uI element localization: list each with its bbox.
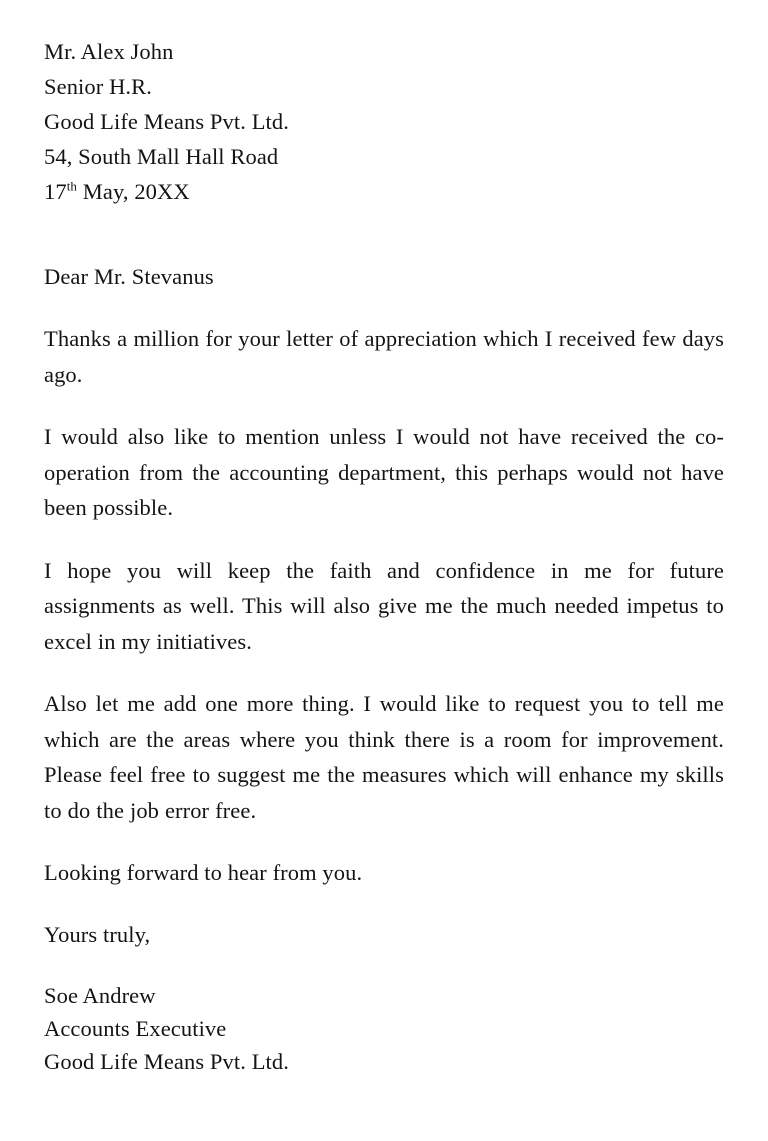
body-paragraph-3: I hope you will keep the faith and confidence in me for future assignments as well. This will also give me the much needed impetus to excel in my initiatives. xyxy=(44,557,724,654)
sender-designation: Accounts Executive xyxy=(44,1016,227,1041)
sender-name: Soe Andrew xyxy=(44,983,156,1008)
recipient-company: Good Life Means Pvt. Ltd. xyxy=(44,109,289,134)
letter-body xyxy=(44,34,724,1078)
valediction: Yours truly, xyxy=(44,922,151,947)
recipient-address-block xyxy=(44,34,724,209)
recipient-street-address: 54, South Mall Hall Road xyxy=(44,144,279,169)
body-paragraph-1: Thanks a million for your letter of appreciation which I received few days ago. xyxy=(44,326,724,387)
closing-request: Looking forward to hear from you. xyxy=(44,860,363,885)
date-ordinal-suffix: th xyxy=(66,178,78,194)
sender-company: Good Life Means Pvt. Ltd. xyxy=(44,1049,289,1074)
date-month-year: May, 20XX xyxy=(82,179,190,204)
recipient-name: Mr. Alex John xyxy=(44,39,174,64)
body-paragraph-4: Also let me add one more thing. I would like to request you to tell me which are the areas where you think there is a room for improvement. Please feel free to suggest me the measures which will enhance my skills to do the job error free. xyxy=(44,691,724,823)
date-day: 17 xyxy=(44,179,67,204)
salutation: Dear Mr. Stevanus xyxy=(44,264,214,289)
body-paragraph-2: I would also like to mention unless I would not have received the co-operation from the accounting department, this perhaps would not have been possible. xyxy=(44,424,724,520)
recipient-designation: Senior H.R. xyxy=(44,74,152,99)
letter-date xyxy=(44,174,724,209)
signature-block xyxy=(44,979,724,1078)
